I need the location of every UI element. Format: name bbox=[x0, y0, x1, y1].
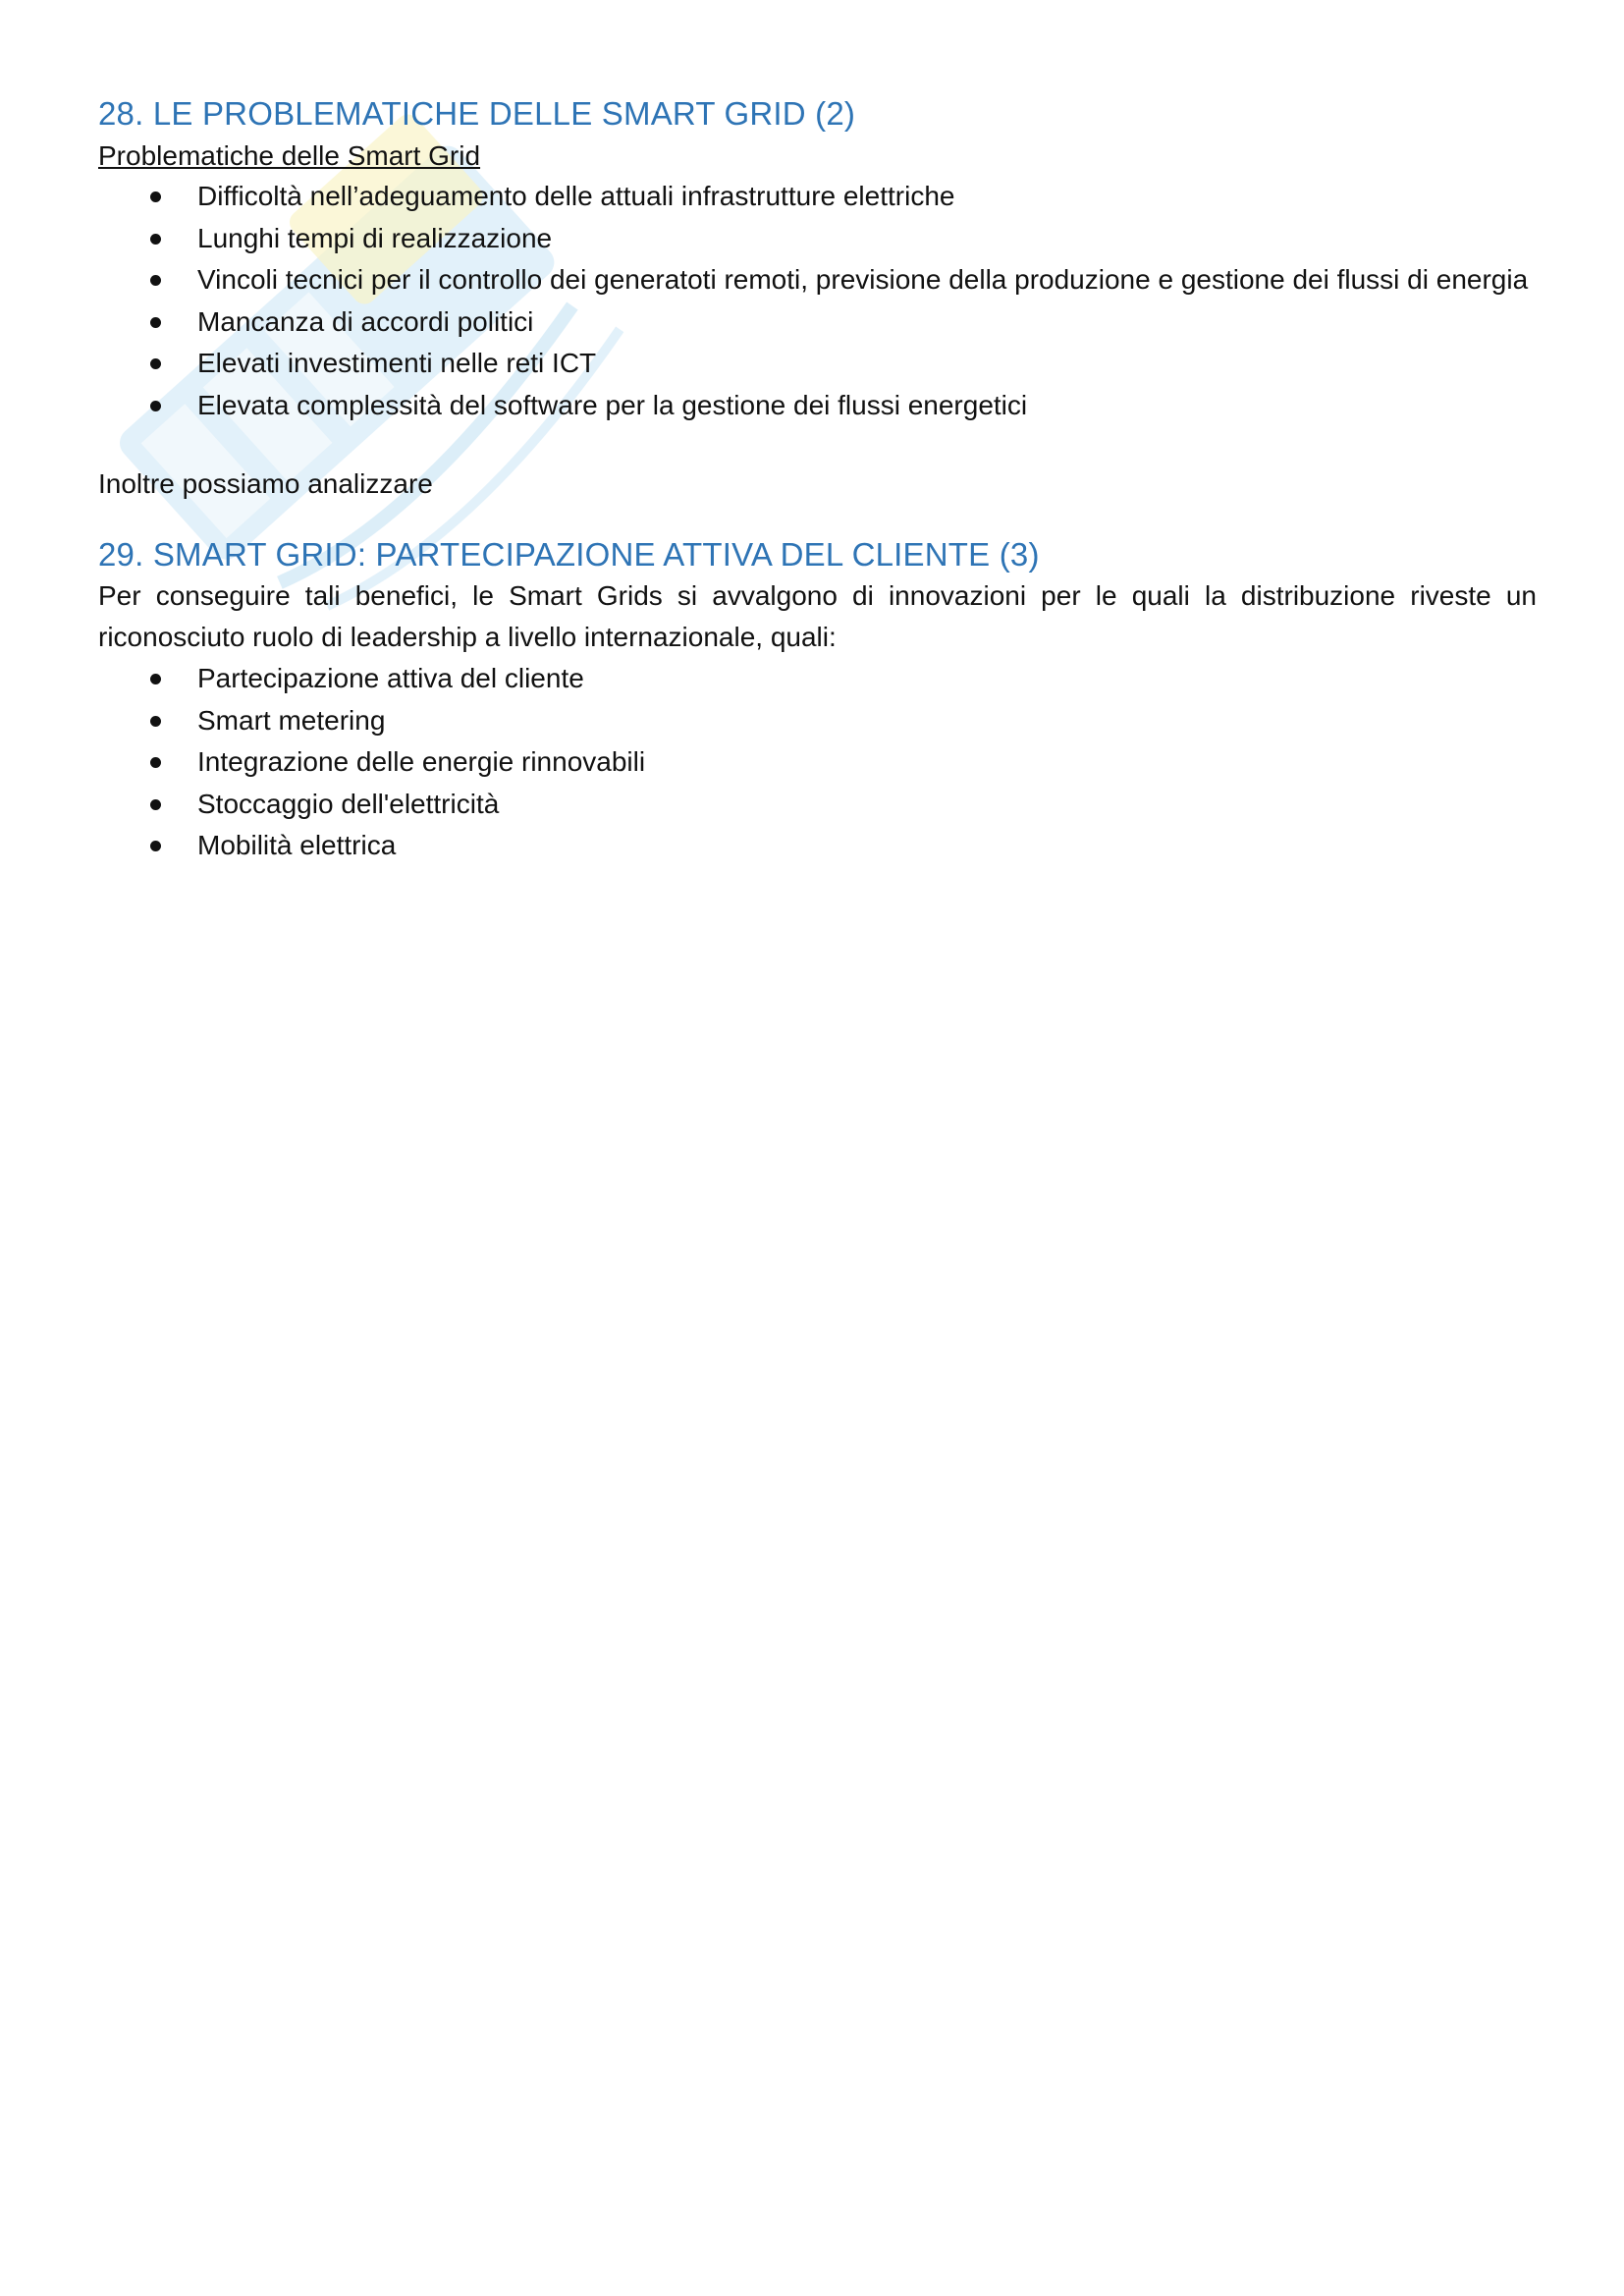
bullet-icon bbox=[150, 841, 161, 851]
bullet-icon bbox=[150, 716, 161, 727]
list-item: Mobilità elettrica bbox=[98, 825, 1537, 867]
list-item: Lunghi tempi di realizzazione bbox=[98, 218, 1537, 260]
document-content bbox=[98, 93, 1537, 867]
innovations-list bbox=[98, 658, 1537, 867]
list-item: Vincoli tecnici per il controllo dei generatoti remoti, previsione della produzione e gestione dei flussi di energia bbox=[98, 259, 1537, 301]
bullet-icon bbox=[150, 317, 161, 328]
bullet-icon bbox=[150, 275, 161, 286]
list-item: Stoccaggio dell'elettricità bbox=[98, 784, 1537, 826]
list-item: Elevati investimenti nelle reti ICT bbox=[98, 343, 1537, 385]
bullet-icon bbox=[150, 234, 161, 245]
list-item: Mancanza di accordi politici bbox=[98, 301, 1537, 344]
bullet-icon bbox=[150, 358, 161, 369]
section-heading-28: 28. LE PROBLEMATICHE DELLE SMART GRID (2) bbox=[98, 95, 856, 132]
list-item: Difficoltà nell’adeguamento delle attuali infrastrutture elettriche bbox=[98, 176, 1537, 218]
bullet-icon bbox=[150, 191, 161, 202]
bullet-icon bbox=[150, 401, 161, 411]
intro-paragraph: Per conseguire tali benefici, le Smart Grids si avvalgono di innovazioni per le quali la distribuzione riveste un riconosciuto ruolo di leadership a livello internazionale, quali: bbox=[98, 580, 1537, 652]
bullet-icon bbox=[150, 799, 161, 810]
list-item: Partecipazione attiva del cliente bbox=[98, 658, 1537, 700]
list-item: Integrazione delle energie rinnovabili bbox=[98, 741, 1537, 784]
problems-list bbox=[98, 176, 1537, 426]
bullet-icon bbox=[150, 757, 161, 768]
section-subheading: Problematiche delle Smart Grid bbox=[98, 140, 481, 171]
list-item: Elevata complessità del software per la gestione dei flussi energetici bbox=[98, 385, 1537, 427]
section-heading-29: 29. SMART GRID: PARTECIPAZIONE ATTIVA DEL CLIENTE (3) bbox=[98, 536, 1040, 573]
closing-paragraph: Inoltre possiamo analizzare bbox=[98, 468, 433, 499]
list-item: Smart metering bbox=[98, 700, 1537, 742]
bullet-icon bbox=[150, 674, 161, 684]
